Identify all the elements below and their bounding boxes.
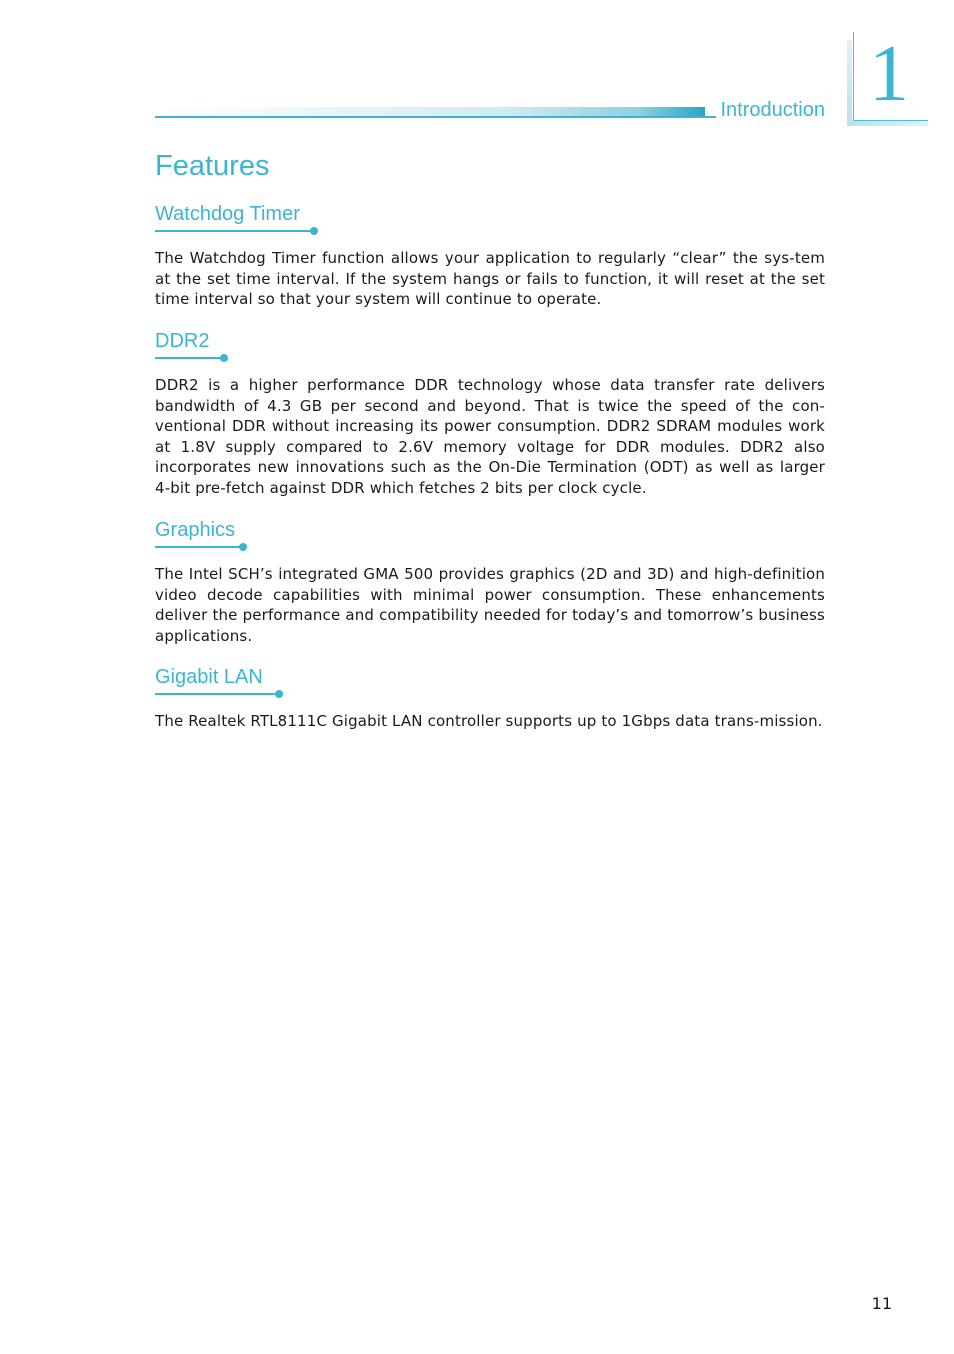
section-heading-text: Gigabit LAN bbox=[155, 666, 263, 688]
section-heading-text: Graphics bbox=[155, 519, 236, 541]
section-underline bbox=[155, 230, 313, 232]
chapter-marker-bar-horizontal bbox=[847, 121, 928, 126]
section-underline bbox=[155, 357, 223, 359]
section-heading-text: DDR2 bbox=[155, 330, 210, 352]
section-heading bbox=[155, 202, 300, 232]
underline-dot bbox=[239, 543, 247, 551]
page-number: 11 bbox=[871, 1294, 892, 1313]
section-heading bbox=[155, 665, 263, 695]
section-graphics bbox=[155, 518, 825, 646]
section-heading-text: Watchdog Timer bbox=[155, 203, 300, 225]
underline-dot bbox=[310, 227, 318, 235]
section-underline bbox=[155, 693, 278, 695]
page-title: Features bbox=[155, 150, 270, 182]
section-heading bbox=[155, 518, 235, 548]
underline-dot bbox=[220, 354, 228, 362]
section-body: The Realtek RTL8111C Gigabit LAN controller supports up to 1Gbps data trans-mission. bbox=[155, 712, 823, 730]
chapter-title: Introduction bbox=[716, 97, 825, 123]
section-underline bbox=[155, 546, 242, 548]
section-ddr2 bbox=[155, 329, 825, 499]
section-watchdog-timer bbox=[155, 202, 825, 310]
chapter-marker bbox=[847, 32, 928, 126]
section-heading bbox=[155, 329, 209, 359]
section-body: DDR2 is a higher performance DDR technology whose data transfer rate delivers bandwidth of 4.3 GB per second and beyond. That is twice the speed of the con-ventional DDR without increasing its power consumption. DDR2 SDRAM modules work at 1.8V supply compared to 2.6V memory voltage for DDR modules. DDR2 also incorporates new innovations such as the On-Die Termination (ODT) as well as larger 4-bit pre-fetch against DDR which fetches 2 bits per clock cycle. bbox=[155, 376, 825, 497]
underline-dot bbox=[275, 690, 283, 698]
section-body: The Intel SCH’s integrated GMA 500 provides graphics (2D and 3D) and high-definition video decode capabilities with minimal power consumption. These enhancements deliver the performance and compatibility needed for today’s and tomorrow’s business applications. bbox=[155, 565, 825, 645]
chapter-marker-bar-vertical bbox=[847, 40, 852, 126]
chapter-number: 1 bbox=[869, 30, 909, 118]
chapter-marker-line-vertical bbox=[853, 32, 854, 121]
section-gigabit-lan bbox=[155, 665, 825, 732]
section-body: The Watchdog Timer function allows your application to regularly “clear” the sys-tem at the set time interval. If the system hangs or fails to function, it will reset at the set time interval so that your system will continue to operate. bbox=[155, 249, 825, 309]
